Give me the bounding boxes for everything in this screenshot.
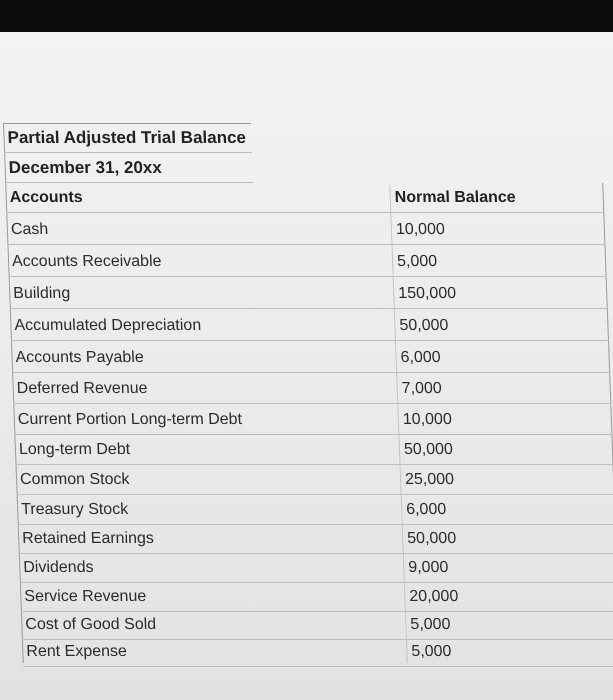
- table-row: [10, 311, 609, 341]
- screen-background: [0, 32, 613, 700]
- trial-balance-table: [3, 123, 613, 660]
- account-balance: 25,000: [404, 471, 455, 488]
- account-balance: 20,000: [409, 588, 459, 605]
- table-row: [14, 435, 613, 465]
- account-balance: 50,000: [399, 317, 449, 334]
- accounts-column-header: Accounts: [9, 189, 83, 206]
- table-title: Partial Adjusted Trial Balance: [7, 128, 247, 147]
- table-row: [12, 374, 611, 404]
- account-balance: 6,000: [400, 349, 441, 366]
- account-name: Dividends: [22, 559, 94, 576]
- account-name: Cost of Good Sold: [25, 616, 157, 633]
- table-row: [13, 405, 612, 435]
- table-row: [11, 343, 610, 373]
- table-row: [8, 247, 607, 277]
- table-row: [20, 582, 613, 612]
- account-name: Accounts Receivable: [11, 253, 162, 270]
- account-balance: 5,000: [410, 616, 451, 633]
- account-name: Long-term Debt: [18, 441, 131, 458]
- account-balance: 9,000: [407, 559, 449, 576]
- table-row: [16, 465, 613, 495]
- table-date: December 31, 20xx: [8, 158, 163, 177]
- account-balance: 150,000: [397, 285, 457, 302]
- table-row: [17, 495, 613, 525]
- table-row: [18, 524, 613, 554]
- account-balance: 5,000: [396, 253, 438, 270]
- account-name: Cash: [10, 221, 49, 238]
- top-black-bezel: [0, 0, 613, 32]
- account-name: Deferred Revenue: [16, 380, 148, 397]
- account-name: Accounts Payable: [15, 349, 144, 366]
- account-name: Common Stock: [19, 471, 130, 488]
- account-balance: 5,000: [411, 643, 452, 660]
- table-row: [21, 610, 613, 640]
- account-balance: 10,000: [402, 411, 453, 428]
- account-name: Current Portion Long-term Debt: [17, 411, 243, 428]
- normal-balance-column-header: Normal Balance: [394, 189, 516, 206]
- table-date-row: [4, 153, 253, 183]
- account-balance: 10,000: [395, 221, 446, 238]
- account-balance: 50,000: [403, 441, 454, 458]
- account-name: Service Revenue: [24, 588, 147, 605]
- table-row: [19, 553, 613, 583]
- table-title-row: [3, 123, 252, 153]
- account-name: Rent Expense: [26, 643, 128, 660]
- account-name: Building: [12, 285, 71, 302]
- account-name: Retained Earnings: [21, 530, 155, 547]
- account-name: Accumulated Depreciation: [14, 317, 202, 334]
- table-row: [9, 279, 608, 309]
- account-balance: 6,000: [405, 501, 447, 518]
- account-balance: 50,000: [406, 530, 457, 547]
- table-row: [6, 215, 605, 245]
- account-balance: 7,000: [401, 380, 443, 397]
- table-row: [22, 637, 613, 667]
- account-name: Treasury Stock: [20, 501, 129, 518]
- table-header-row: [5, 183, 604, 213]
